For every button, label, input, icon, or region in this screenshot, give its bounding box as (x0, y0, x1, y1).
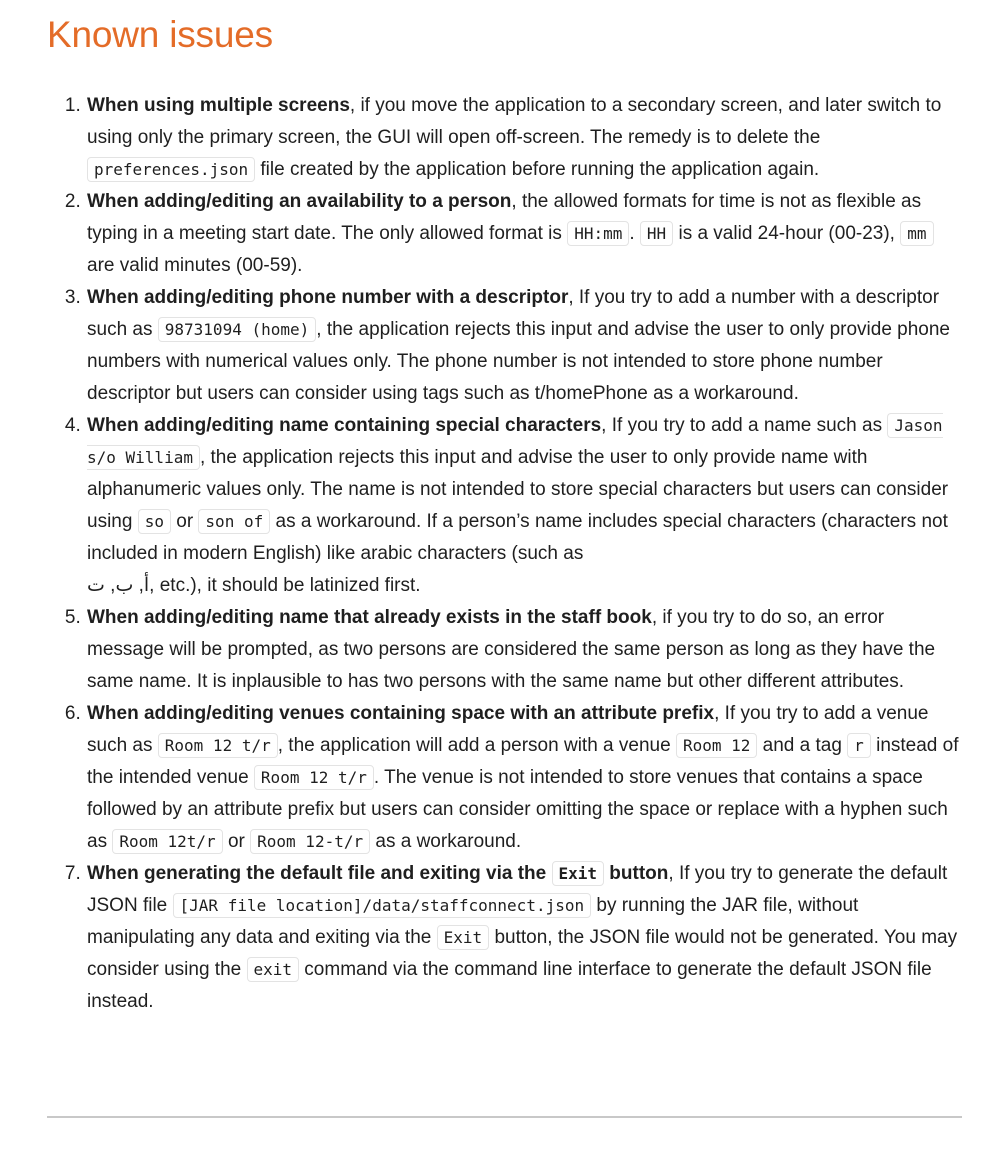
code-phone-example: 98731094 (home) (158, 317, 317, 342)
code-intended-venue: Room 12 t/r (254, 765, 374, 790)
code-preferences-json: preferences.json (87, 157, 255, 182)
issue-text: , If you try to add a number with a descriptor such as (87, 287, 940, 340)
issue-heading: When adding/editing venues containing space with an attribute prefix (87, 703, 715, 724)
issue-item-1 (86, 90, 962, 186)
code-son-of: son of (198, 509, 270, 534)
code-exit-command: exit (247, 957, 300, 982)
code-tag-r: r (847, 733, 871, 758)
issue-text: , etc.), it should be latinized first. (149, 575, 421, 596)
issue-text: button, the JSON file would not be generated. You may consider using the (87, 927, 958, 980)
code-hh: HH (640, 221, 673, 246)
issue-item-7 (86, 858, 962, 1018)
issue-text: , if you move the application to a secondary screen, and later switch to using only the primary screen, the GUI will open off-screen. The remedy is to delete the (87, 95, 942, 148)
issue-text: , if you try to do so, an error message will be prompted, as two persons are considered the same person as long as they have the same name. It is inplausible to has two persons with the same name but other different attributes. (87, 607, 936, 692)
code-json-path: [JAR file location]/data/staffconnect.json (173, 893, 592, 918)
code-venue-example: Room 12 t/r (158, 733, 278, 758)
arabic-examples: أ, ب, ت (87, 575, 150, 596)
issue-text: . The venue is not intended to store venues that contains a space followed by an attribute prefix but users can consider omitting the space or replace with a hyphen such as (87, 767, 948, 852)
issue-text: , If you try to add a name such as (601, 415, 888, 436)
issue-text: as a workaround. If a person’s name includes special characters (characters not included in modern English) like arabic characters (such as (87, 511, 948, 564)
issue-text: , the application will add a person with a venue (277, 735, 676, 756)
issue-heading: When adding/editing phone number with a descriptor (87, 287, 569, 308)
issue-text: and a tag (757, 735, 848, 756)
issue-text: , the application rejects this input and advise the user to only provide phone numbers with numerical values only. The phone number is not intended to store phone number descriptor but users can consider using tags such as t/homePhone as a workaround. (87, 319, 951, 404)
issue-text: . (629, 223, 640, 244)
issue-heading: When adding/editing name containing special characters (87, 415, 602, 436)
code-exit-button-2: Exit (437, 925, 490, 950)
issue-item-5 (86, 602, 962, 698)
issue-text: , the application rejects this input and advise the user to only provide name with alphanumeric values only. The name is not intended to store special characters but users can consider using (87, 447, 949, 532)
code-workaround-2: Room 12-t/r (250, 829, 370, 854)
issue-text: or (222, 831, 251, 852)
section-divider (47, 1116, 962, 1118)
issue-text: command via the command line interface to generate the default JSON file instead. (87, 959, 932, 1012)
issue-text: , the allowed formats for time is not as flexible as typing in a meeting start date. The only allowed format is (87, 191, 922, 244)
issue-heading: When adding/editing an availability to a person (87, 191, 512, 212)
issue-text: as a workaround. (370, 831, 522, 852)
section-title: Known issues (47, 14, 273, 55)
issues-list (47, 90, 962, 1018)
issue-text: by running the JAR file, without manipulating any data and exiting via the (87, 895, 859, 948)
code-workaround-1: Room 12t/r (112, 829, 222, 854)
code-venue-room12: Room 12 (676, 733, 757, 758)
issue-text: , If you try to add a venue such as (87, 703, 929, 756)
issue-text: is a valid 24-hour (00-23), (673, 223, 901, 244)
code-time-format: HH:mm (567, 221, 629, 246)
code-so: so (138, 509, 171, 534)
code-exit-button: Exit (552, 861, 605, 886)
issue-item-3 (86, 282, 962, 410)
issue-item-2 (86, 186, 962, 282)
issue-heading: When adding/editing name that already exists in the staff book (87, 607, 652, 628)
issue-text: file created by the application before running the application again. (255, 159, 820, 180)
issue-item-4 (86, 410, 962, 602)
issue-text: are valid minutes (00-59). (87, 255, 303, 276)
issue-text: , If you try to generate the default JSON file (87, 863, 948, 916)
code-name-example: Jason s/o William (87, 413, 943, 470)
issue-item-6 (86, 698, 962, 858)
issue-text: or (170, 511, 199, 532)
issue-heading: When using multiple screens (87, 95, 350, 116)
issue-heading: When generating the default file and exiting via the Exit button (87, 863, 669, 884)
issue-text: instead of the intended venue (87, 735, 959, 788)
code-mm: mm (900, 221, 933, 246)
